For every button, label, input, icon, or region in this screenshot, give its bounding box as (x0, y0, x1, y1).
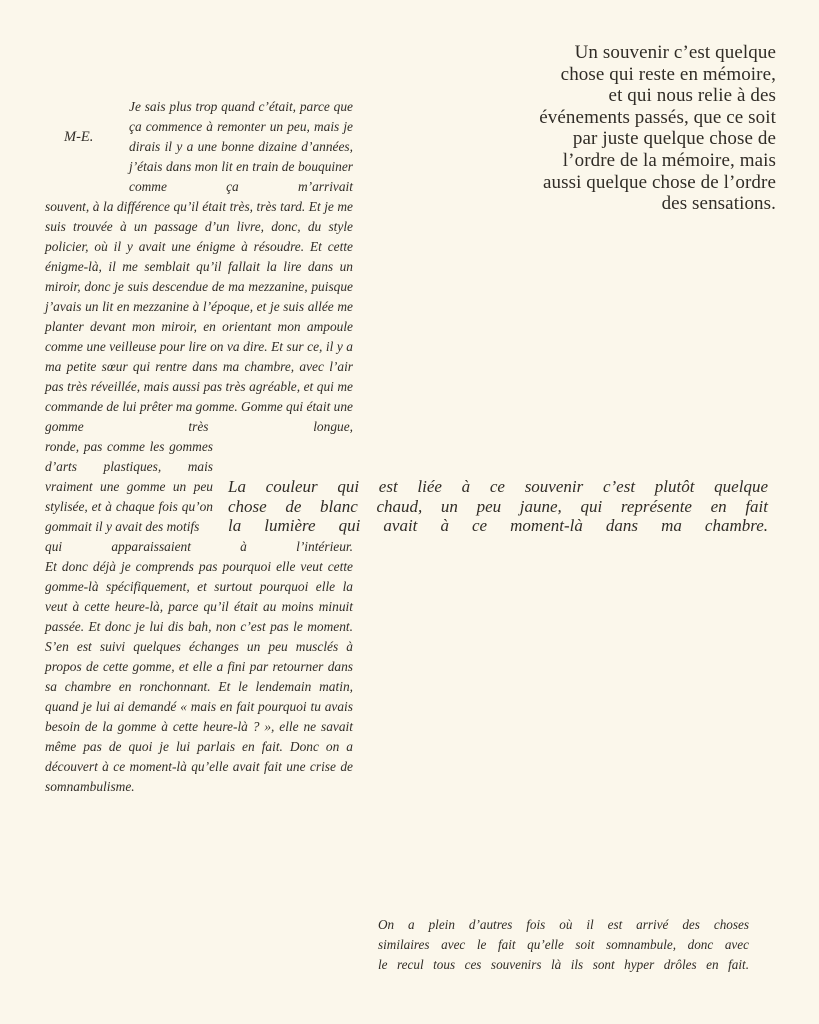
quote-line: par juste quelque chose de (572, 128, 776, 150)
quote-line: événements passés, que ce soit (539, 106, 776, 128)
color-pull-quote (228, 477, 768, 536)
quote-line: chose qui reste en mémoire, (560, 63, 776, 85)
quote-line: La couleur qui est liée à ce souvenir c’est plutôt quelque (228, 477, 768, 496)
testimony-spread-line: qui apparaissaient à l’intérieur. (45, 539, 353, 554)
quote-line: des sensations. (661, 193, 776, 215)
testimony-narrow-wrap: ronde, pas comme les gommes d’arts plastiques, mais vraiment une gomme un peu stylisée, et à chaque fois qu’on gommait il y avait des motifs (45, 439, 213, 534)
testimony-conclusion: Et donc déjà je comprends pas pourquoi elle veut cette gomme-là spécifiquement, et surtout pourquoi elle la veut à cette heure-là, parce qu’il était au moins minuit passée. Et donc je lui dis bah, non c’est pas le moment. S’en est suivi quelques échanges un peu musclés à propos de cette gomme, et elle a fini par retourner dans sa chambre en ronchonnant. Et le lendemain matin, quand je lui ai demandé « mais en fait pourquoi tu avais besoin de la gomme à cette heure-là ? », elle ne savait même pas de quoi je lui parlais en fait. Donc on a découvert à ce moment-là qu’elle avait fait une crise de somnambulisme. (45, 559, 353, 794)
closing-note (378, 915, 749, 975)
quote-line: le recul tous ces souvenirs là ils sont hyper drôles en fait. (378, 957, 749, 972)
testimony-main: souvent, à la différence qu’il était très, très tard. Et je me suis trouvée à un passage d’un livre, donc, du style policier, où il y avait une énigme à résoudre. Et cette énigme-là, il me semblait qu’il fallait la lire dans un miroir, donc je suis descendue de ma mezzanine, puisque j’avais un lit en mezzanine à l’époque, et je suis allée me planter devant mon miroir, en orientant mon ampoule comme une veilleuse pour lire on va dire. Et sur ce, il y a ma petite sœur qui rentre dans ma chambre, avec l’air pas très réveillée, mais aussi pas très agréable, et qui me commande de lui prêter ma gomme. Gomme qui était une gomme très longue, (45, 199, 353, 434)
testimony-intro: Je sais plus trop quand c’était, parce que ça commence à remonter un peu, mais je dirais il y a une bonne dizaine d’années, j’étais dans mon lit en train de bouquiner comme ça m’arrivait (129, 99, 353, 194)
speaker-label: M-E. (64, 129, 94, 145)
quote-line: et qui nous relie à des (608, 85, 776, 107)
quote-line: la lumière qui avait à ce moment-là dans ma chambre. (228, 516, 768, 536)
quote-line: aussi quelque chose de l’ordre (542, 171, 776, 193)
quote-line: chose de blanc chaud, un peu jaune, qui représente en fait (228, 496, 768, 516)
memory-definition-quote (476, 42, 776, 215)
quote-line: similaires avec le fait qu’elle soit somnambule, donc avec (378, 937, 749, 952)
quote-line: Un souvenir c’est quelque (574, 42, 776, 63)
testimony-column (45, 97, 353, 797)
quote-line: l’ordre de la mémoire, mais (562, 149, 776, 171)
quote-line: On a plein d’autres fois où il est arrivé des choses (378, 917, 749, 932)
